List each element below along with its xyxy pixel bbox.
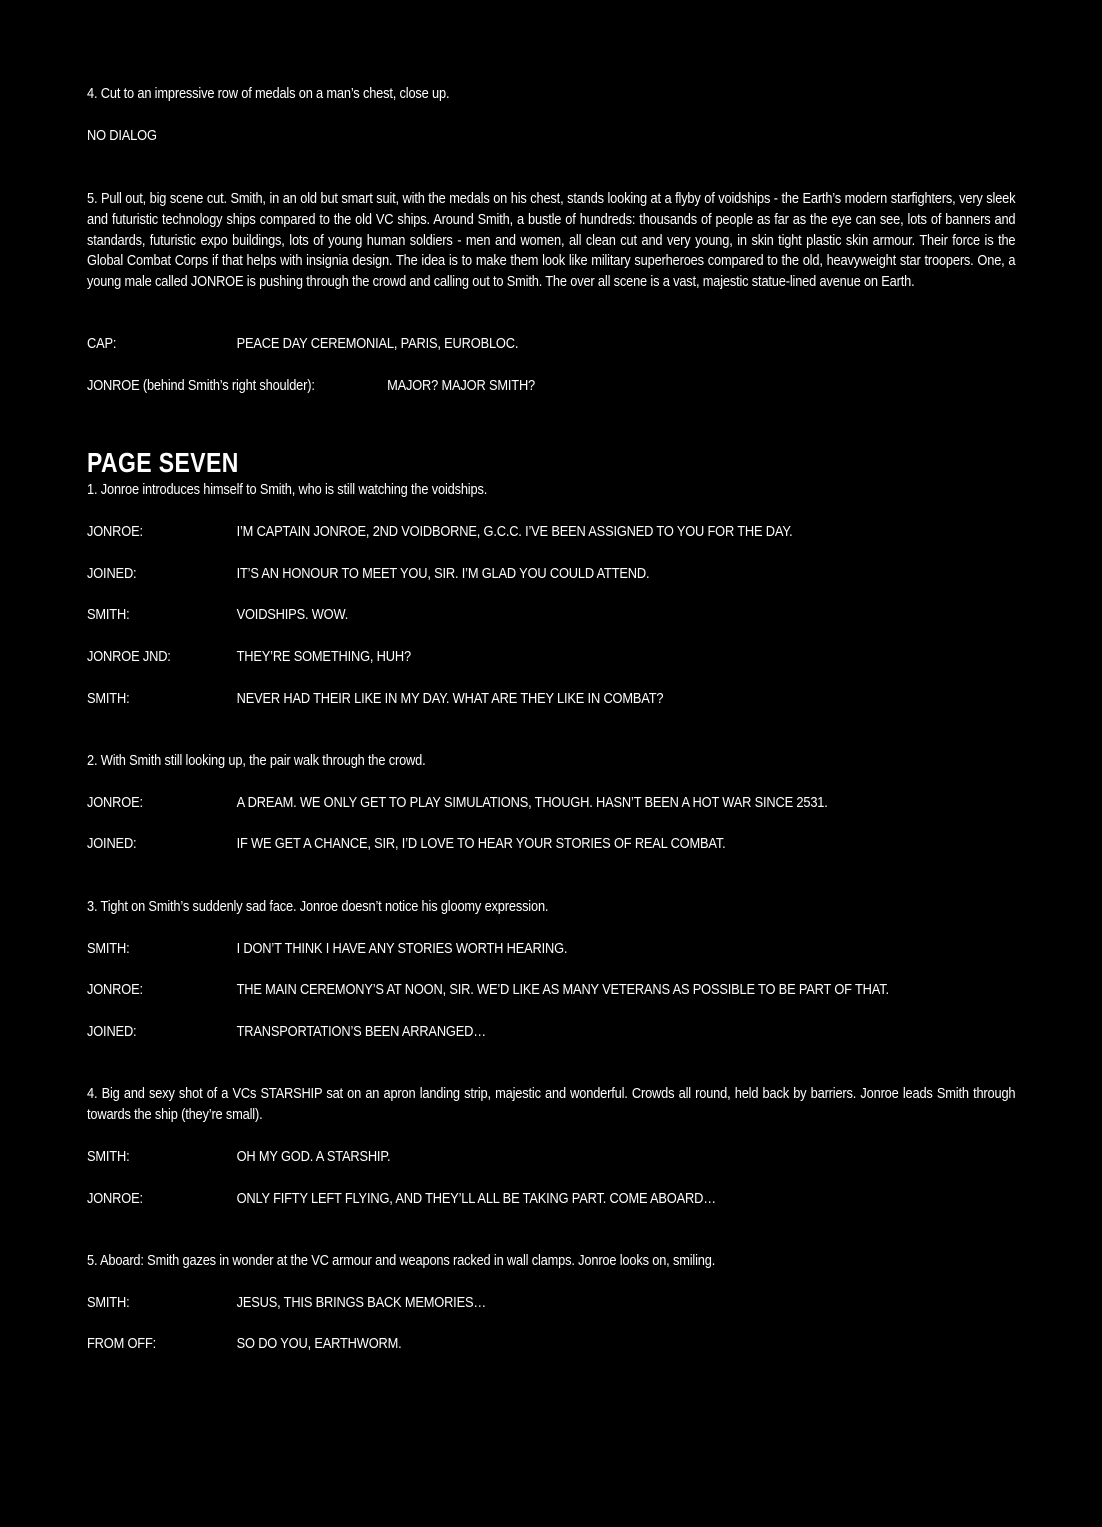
dialog-text: PEACE DAY CEREMONIAL, PARIS, EUROBLOC. bbox=[236, 336, 519, 352]
speaker: JONROE JND: bbox=[87, 649, 171, 665]
dialog-text: SO DO YOU, EARTHWORM. bbox=[236, 1336, 402, 1352]
panel-description: 4. Big and sexy shot of a VCs STARSHIP sat on an apron landing strip, majestic and wonderful. Crowds all round, held back by barriers. Jonroe leads Smith through towards the ship (they’re small). bbox=[87, 1086, 1016, 1123]
panel-description: 3. Tight on Smith’s suddenly sad face. Jonroe doesn’t notice his gloomy expression. bbox=[87, 899, 549, 915]
dialog-line bbox=[87, 793, 1015, 814]
speaker: SMITH: bbox=[87, 1149, 130, 1165]
speaker: CAP: bbox=[87, 336, 117, 352]
dialog-text: TRANSPORTATION’S BEEN ARRANGED… bbox=[236, 1024, 486, 1040]
speaker: SMITH: bbox=[87, 941, 130, 957]
dialog-text: A DREAM. WE ONLY GET TO PLAY SIMULATIONS, THOUGH. HASN’T BEEN A HOT WAR SINCE 2531. bbox=[236, 795, 828, 811]
dialog-text: JESUS, THIS BRINGS BACK MEMORIES… bbox=[236, 1295, 487, 1311]
speaker: JOINED: bbox=[87, 836, 137, 852]
dialog-text: VOIDSHIPS. WOW. bbox=[236, 607, 349, 623]
speaker: SMITH: bbox=[87, 1295, 130, 1311]
no-dialog-note: NO DIALOG bbox=[87, 128, 157, 144]
dialog-line bbox=[87, 834, 1015, 855]
speaker: JOINED: bbox=[87, 1024, 137, 1040]
dialog-line bbox=[87, 689, 1015, 710]
dialog-text: NEVER HAD THEIR LIKE IN MY DAY. WHAT ARE THEY LIKE IN COMBAT? bbox=[236, 691, 664, 707]
dialog-text: THE MAIN CEREMONY’S AT NOON, SIR. WE’D LIKE AS MANY VETERANS AS POSSIBLE TO BE PART OF THAT. bbox=[236, 982, 889, 998]
dialog-line bbox=[87, 376, 1015, 397]
page-heading: PAGE SEVEN bbox=[87, 447, 239, 478]
speaker: JONROE: bbox=[87, 795, 143, 811]
dialog-text: OH MY GOD. A STARSHIP. bbox=[236, 1149, 391, 1165]
dialog-line bbox=[87, 647, 1015, 668]
speaker: FROM OFF: bbox=[87, 1336, 157, 1352]
speaker: JONROE: bbox=[87, 1191, 143, 1207]
panel-description: 1. Jonroe introduces himself to Smith, who is still watching the voidships. bbox=[87, 482, 488, 498]
panel-description: 4. Cut to an impressive row of medals on a man’s chest, close up. bbox=[87, 86, 450, 102]
dialog-text: I DON’T THINK I HAVE ANY STORIES WORTH HEARING. bbox=[236, 941, 568, 957]
dialog-text: I’M CAPTAIN JONROE, 2ND VOIDBORNE, G.C.C. I’VE BEEN ASSIGNED TO YOU FOR THE DAY. bbox=[236, 524, 793, 540]
panel-description: 5. Aboard: Smith gazes in wonder at the VC armour and weapons racked in wall clamps. Jonroe looks on, smiling. bbox=[87, 1253, 716, 1269]
dialog-line bbox=[87, 1022, 1015, 1043]
dialog-line bbox=[87, 1147, 1015, 1168]
dialog-line bbox=[87, 564, 1015, 585]
speaker: JONROE (behind Smith’s right shoulder): bbox=[87, 378, 315, 394]
speaker: JOINED: bbox=[87, 566, 137, 582]
dialog-text: ONLY FIFTY LEFT FLYING, AND THEY’LL ALL BE TAKING PART. COME ABOARD… bbox=[236, 1191, 716, 1207]
dialog-line bbox=[87, 980, 1015, 1001]
dialog-line bbox=[87, 605, 1015, 626]
speaker: JONROE: bbox=[87, 982, 143, 998]
dialog-text: THEY’RE SOMETHING, HUH? bbox=[236, 649, 411, 665]
dialog-line bbox=[87, 1189, 1015, 1210]
dialog-line bbox=[87, 334, 1015, 355]
panel-description: 5. Pull out, big scene cut. Smith, in an old but smart suit, with the medals on his chest, stands looking at a flyby of voidships - the Earth’s modern starfighters, very sleek and futuristic technology ships compared to the old VC ships. Around Smith, a bustle of hundreds: thousands of people as far as the eye can see, lots of banners and standards, futuristic expo buildings, lots of young human soldiers - men and women, all clean cut and very young, in skin tight plastic skin armour. Their force is the Global Combat Corps if that helps with insignia design. The idea is to make them look like military superheroes compared to the old, heavyweight star troopers. One, a young male called JONROE is pushing through the crowd and calling out to Smith. The over all scene is a vast, majestic statue-lined avenue on Earth. bbox=[87, 191, 1016, 291]
dialog-text: IF WE GET A CHANCE, SIR, I’D LOVE TO HEAR YOUR STORIES OF REAL COMBAT. bbox=[236, 836, 726, 852]
dialog-line bbox=[87, 1293, 1015, 1314]
panel-description: 2. With Smith still looking up, the pair walk through the crowd. bbox=[87, 753, 426, 769]
dialog-text: MAJOR? MAJOR SMITH? bbox=[387, 378, 536, 394]
dialog-line bbox=[87, 939, 1015, 960]
dialog-text: IT’S AN HONOUR TO MEET YOU, SIR. I’M GLAD YOU COULD ATTEND. bbox=[236, 566, 650, 582]
dialog-line bbox=[87, 522, 1015, 543]
speaker: JONROE: bbox=[87, 524, 143, 540]
dialog-line bbox=[87, 1334, 1015, 1355]
speaker: SMITH: bbox=[87, 607, 130, 623]
speaker: SMITH: bbox=[87, 691, 130, 707]
